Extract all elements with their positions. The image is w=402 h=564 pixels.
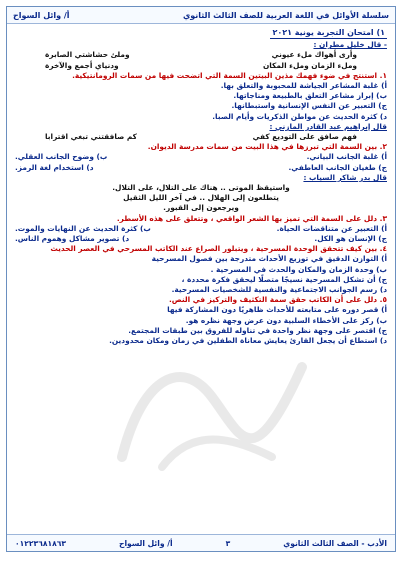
verse-line: [15, 61, 387, 71]
option: د) كثرة الحديث عن مواطن الذكريات وأيام الصبا.: [212, 111, 387, 121]
series-title: سلسلة الأوائل في اللغة العربية للصف الثالث الثانوي: [182, 10, 389, 20]
question-1: ١. استنتج في ضوء فهمك مذين البيتين السمة التي اتضحت فيها من سمات الرومانتيكية.: [72, 70, 387, 80]
page-content: [7, 24, 395, 346]
verse-half: وملء الزمان وملء المكان: [262, 60, 357, 70]
exam-title: ١) امتحان التجربة يونية ٢٠٢١: [270, 28, 387, 39]
option: ب) ركز على الأخطاء السلبية دون عرض وجهة نظره هو.: [185, 315, 387, 325]
verse-line: واستيقظ الموتى .. هناك على التلال، على التلال.: [112, 183, 290, 193]
verse-line: يتطلعون إلى الهلال .. في آخر الليل الثقيل: [123, 193, 279, 203]
option: ج) أن تشكل المسرحية نسيجًا متصلًا ليحقق فكرة محددة ،: [181, 274, 387, 284]
page-header: [7, 7, 395, 24]
question-2: ٢. بين السمة التي تبرزها في هذا البيت من سمات مدرسة الديوان.: [147, 142, 387, 152]
verse-line: [15, 50, 387, 60]
verse-half: وأرى أهواك ملء عيوني: [271, 50, 357, 60]
footer-author: أ/ وائل السواح: [118, 538, 173, 548]
option: د) استطاع أن يجعل القارئ يعايش معاناة الطفلين في زمان ومكان محدودين.: [109, 336, 387, 346]
option: ج) الإنسان هو الكل.: [314, 234, 387, 244]
footer-subject: الأدب - الصف الثالث الثانوي: [283, 538, 387, 548]
document-page: [6, 6, 396, 552]
options-row: [15, 234, 387, 244]
option: ب) وحدة الزمان والمكان والحدث في المسرحية .: [210, 264, 387, 274]
option: د) رسم الجوانب الاجتماعية والنفسية للشخصيات المسرحية.: [171, 285, 387, 295]
question-4: ٤. بين كيف تتحقق الوحدة المسرحية ، ويتبلور الصراع عند الكاتب المسرحي في العصر الحديث: [50, 244, 387, 254]
poet-label-1: - قال خليل مطران :: [313, 40, 387, 50]
option: ج) اقتصر على وجهة نظر واحدة في تناوله للفروق بين طبقات المجتمع.: [128, 325, 387, 335]
option: ج) طغيان الجانب العاطفي.: [288, 162, 387, 172]
question-5: ٥. دلل على أن الكاتب حقق سمة التكثيف والتركيز في النص.: [168, 295, 387, 305]
verse-half: وملئ حشاشتي الصابرة: [45, 50, 130, 60]
page-number: ٣: [225, 538, 231, 548]
option: ج) التعبير عن النفس الإنسانية واستبطانها.: [231, 101, 387, 111]
option: ب) إبراز مشاعر التعلق بالطبيعة ومناجاتها.: [233, 91, 387, 101]
footer-phone: ٠١٢٢٣٦٨١٨٦٣: [15, 538, 66, 548]
option: ب) كثرة الحديث عن النهايات والموت.: [15, 223, 151, 233]
option: أ) غلبة المشاعر الجياشة للمحبوبة والتعلق بها.: [220, 81, 387, 91]
options-row: [15, 163, 387, 173]
option: أ) التوازن الدقيق في توزيع الأحداث متدرجة بين فصول المسرحية: [151, 254, 387, 264]
page-footer: [7, 534, 395, 551]
verse-line: [15, 132, 387, 142]
option: د) تصوير مشاكل وهموم الناس.: [15, 234, 130, 244]
verse-half: فهم صافق على التوديع كفي: [252, 132, 357, 142]
options-row: [15, 224, 387, 234]
option: أ) التعبير عن متناقضات الحياة.: [276, 223, 387, 233]
header-author: أ/ وائل السواح: [13, 10, 70, 20]
options-row: [15, 152, 387, 162]
option: أ) قصر دوره على متابعته للأحداث ظاهريًا دون المشاركة فيها: [167, 305, 387, 315]
poet-label-2: قال إبراهيم عبد القادر المازني :: [269, 121, 387, 131]
verse-half: ودنياي أجمع والآخرة: [45, 60, 119, 70]
watermark-signature: [102, 337, 322, 487]
option: أ) غلبة الجانب البياني.: [306, 152, 387, 162]
poet-label-3: قال بدر شاكر السياب :: [303, 172, 387, 182]
option: د) استخدام لغة الرمز.: [15, 162, 94, 172]
verse-line: ويرجعون إلى القبور.: [163, 203, 239, 213]
question-3: ٣. دلل على السمة التي تميز بها الشعر الواقعي ، وتتعلق على هذه الأسطر.: [116, 213, 387, 223]
verse-half: كم صافقتني تبغي اقترابا: [45, 132, 137, 142]
option: ب) وضوح الجانب العقلي.: [15, 152, 108, 162]
